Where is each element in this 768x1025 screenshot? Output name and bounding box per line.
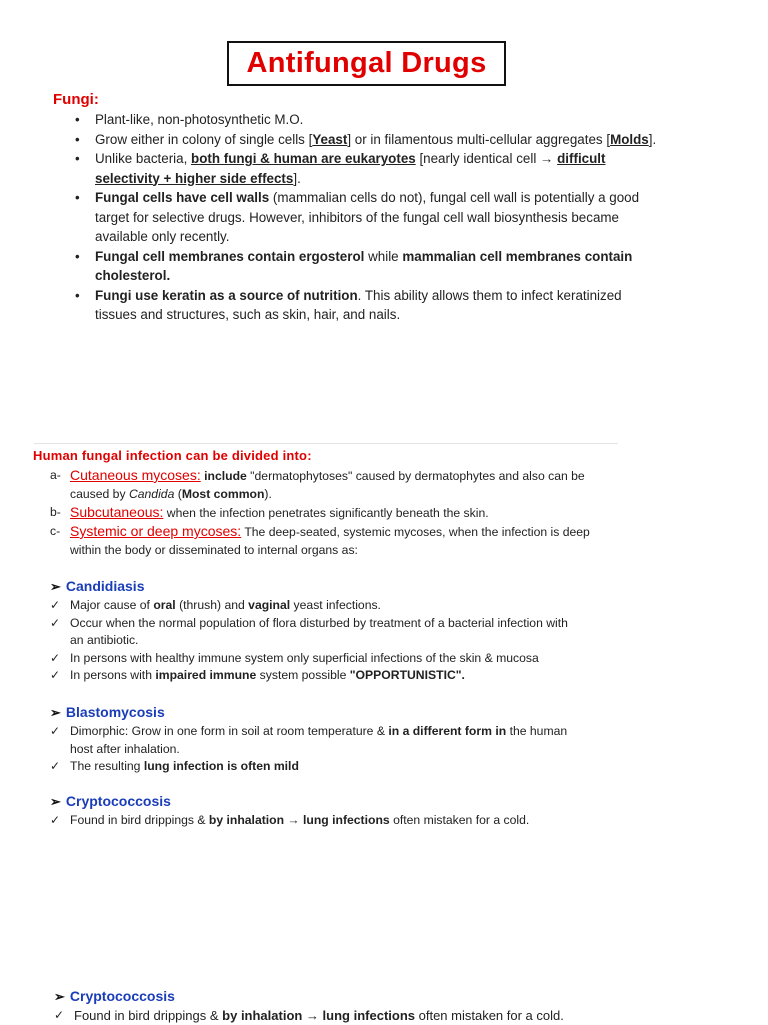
item-letter: c- <box>50 524 61 538</box>
list-item <box>50 723 570 758</box>
list-item-text: Systemic or deep mycoses: The deep-seated, systemic mycoses, when the infection is deep within the body or disseminated to internal organs as: <box>70 523 590 557</box>
item-letter: a- <box>50 468 61 482</box>
arrow-icon: ➢ <box>50 579 61 594</box>
list-item-text: Occur when the normal population of flora disturbed by treatment of a bacterial infection with an antibiotic. <box>70 615 568 647</box>
list-item <box>50 597 570 615</box>
list-item-text: Dimorphic: Grow in one form in soil at room temperature & in a different form in the human host after inhalation. <box>70 724 568 756</box>
list-item <box>60 130 660 150</box>
checkmark-icon: ✓ <box>50 598 61 612</box>
list-item-text: Unlike bacteria, both fungi & human are eukaryotes [nearly identical cell → difficult selectivity + higher side effects]. <box>95 151 606 186</box>
list-item-text: Fungi use keratin as a source of nutrition. This ability allows them to infect keratinized tissues and structures, such as skin, hair, and nails. <box>95 287 622 322</box>
infection-heading: Human fungal infection can be divided into: <box>33 448 312 463</box>
list-item <box>50 522 610 559</box>
section-cryptococcosis-repeat <box>54 988 654 1025</box>
section-heading: Candidiasis <box>65 578 145 594</box>
list-item <box>50 667 570 685</box>
arrow-icon: ➢ <box>50 794 61 809</box>
list-item-text: Found in bird drippings & by inhalation → lung infections often mistaken for a cold. <box>74 1008 564 1023</box>
list-item <box>50 812 570 830</box>
fungi-bullet-list <box>60 110 660 325</box>
checkmark-icon: ✓ <box>50 650 61 665</box>
list-item-text: Fungal cell membranes contain ergosterol while mammalian cell membranes contain cholesterol. <box>95 248 633 283</box>
section-blastomycosis <box>50 704 570 776</box>
checkmark-icon: ✓ <box>50 759 61 773</box>
checkmark-icon: ✓ <box>50 813 61 827</box>
bullet-icon: • <box>75 112 80 127</box>
bullet-icon: • <box>75 151 80 166</box>
list-item <box>50 650 570 668</box>
list-item-text: Subcutaneous: when the infection penetrates significantly beneath the skin. <box>70 504 489 520</box>
check-list <box>50 597 570 685</box>
list-item-text: Major cause of oral (thrush) and vaginal yeast infections. <box>70 598 381 612</box>
list-item <box>60 149 660 188</box>
list-item-text: Cutaneous mycoses: include "dermatophytoses" caused by dermatophytes and also can be caused by Candida (Most common). <box>70 467 585 501</box>
infection-type-list <box>50 466 610 559</box>
list-item <box>60 247 660 286</box>
list-item <box>50 466 610 503</box>
list-item-text: Plant-like, non-photosynthetic M.O. <box>95 112 304 127</box>
document-title-box <box>227 41 506 86</box>
checkmark-icon: ✓ <box>50 724 61 738</box>
list-item <box>50 758 570 776</box>
bullet-icon: • <box>75 287 80 303</box>
list-item <box>60 188 660 247</box>
list-item <box>54 1007 654 1025</box>
bullet-icon: • <box>75 131 80 147</box>
list-item-text: In persons with impaired immune system possible "OPPORTUNISTIC". <box>70 668 465 682</box>
list-item <box>60 286 660 325</box>
list-item <box>50 615 570 650</box>
bullet-icon: • <box>75 248 80 264</box>
section-heading: Blastomycosis <box>65 704 165 720</box>
section-candidiasis <box>50 578 570 685</box>
document-title: Antifungal Drugs <box>246 47 487 79</box>
list-item-text: Grow either in colony of single cells [Yeast] or in filamentous multi-cellular aggregates [Molds]. <box>95 131 657 147</box>
bullet-icon: • <box>75 190 80 205</box>
list-item-text: Found in bird drippings & by inhalation → lung infections often mistaken for a cold. <box>70 813 530 827</box>
section-heading: Cryptococcosis <box>65 793 171 809</box>
item-letter: b- <box>50 505 61 519</box>
section-cryptococcosis <box>50 793 570 830</box>
list-item <box>50 503 610 522</box>
fungi-heading: Fungi: <box>53 91 99 108</box>
check-list <box>50 723 570 776</box>
list-item-text: Fungal cells have cell walls (mammalian cells do not), fungal cell wall is potentially a good target for selective drugs. However, inhibitors of the fungal cell wall biosynthesis became available only recently. <box>95 190 640 244</box>
section-divider <box>34 443 618 444</box>
list-item-text: In persons with healthy immune system only superficial infections of the skin & mucosa <box>70 650 539 665</box>
checkmark-icon: ✓ <box>50 668 61 682</box>
checkmark-icon: ✓ <box>50 615 61 630</box>
check-list <box>54 1007 654 1025</box>
list-item-text: The resulting lung infection is often mild <box>70 759 299 773</box>
list-item <box>60 110 660 130</box>
checkmark-icon: ✓ <box>54 1008 65 1022</box>
arrow-icon: ➢ <box>50 705 61 720</box>
check-list <box>50 812 570 830</box>
arrow-icon: ➢ <box>54 989 65 1004</box>
section-heading: Cryptococcosis <box>69 988 175 1004</box>
